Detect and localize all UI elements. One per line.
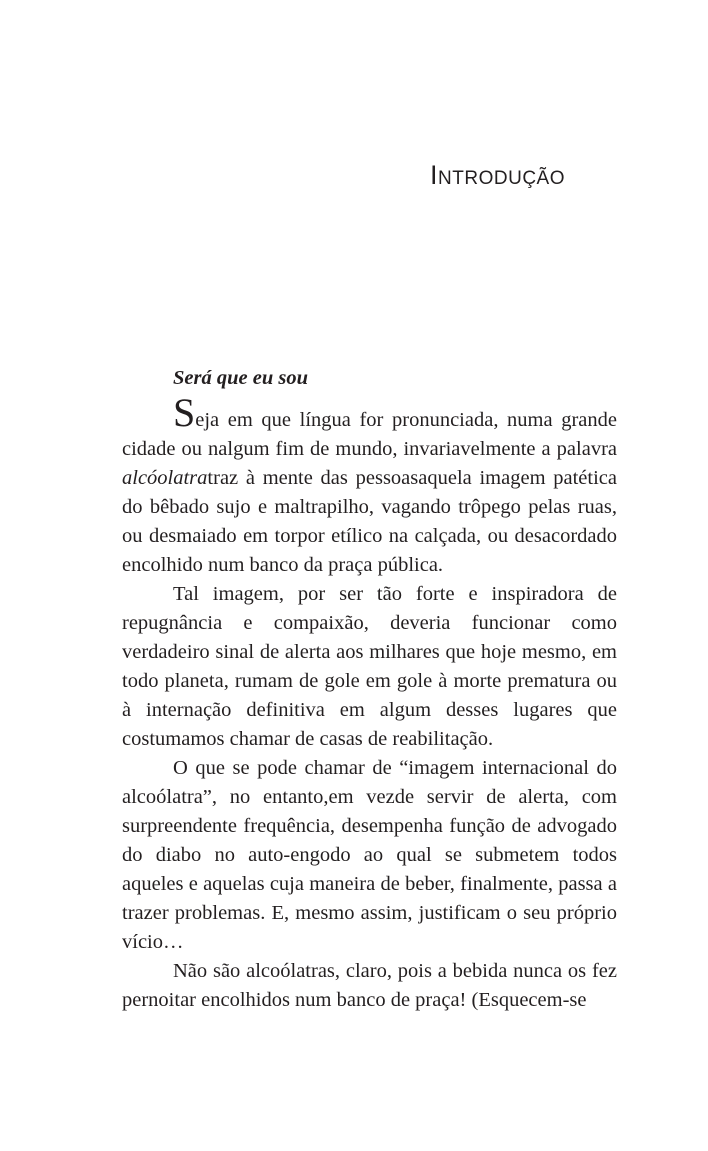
- chapter-title: Introdução: [430, 160, 565, 190]
- paragraph-2: Tal imagem, por ser tão forte e inspiradora de repugnância e compaixão, deveria funcionar como verdadeiro sinal de alerta aos milhares que hoje mesmo, em todo planeta, rumam de gole em gole à morte prematura ou à internação definitiva em algum desses lugares que costumamos chamar de casas de reabilitação.: [122, 583, 617, 750]
- paragraph-3: O que se pode chamar de “imagem internacional do alcoólatra”, no entanto,em vezde servir de alerta, com surpreendente frequência, desempenha função de advogado do diabo no auto-engodo ao qual se submetem todos aqueles e aquelas cuja maneira de beber, finalmente, passa a trazer problemas. E, mesmo assim, justificam o seu próprio vício…: [122, 757, 617, 953]
- paragraph-1-emphasis: alcóolatra: [122, 467, 208, 489]
- paragraph-1-text-a: eja em que língua for pronunciada, numa grande cidade ou nalgum fim de mundo, invariavelmente a palavra: [122, 409, 617, 460]
- initial-letter: S: [173, 390, 196, 435]
- paragraph-4: Não são alcoólatras, claro, pois a bebida nunca os fez pernoitar encolhidos num banco de praça! (Esquecem-se: [122, 960, 617, 1011]
- paragraph-1-text-b: traz à mente das pessoasaquela imagem patética do bêbado sujo e maltrapilho, vagando trôpego pelas ruas, ou desmaiado em torpor etílico na calçada, ou desacordado encolhido num banco da praça pública.: [122, 467, 617, 576]
- chapter-body: [122, 364, 617, 1015]
- paragraph-1: [122, 390, 617, 580]
- section-heading: Será que eu sou: [173, 367, 308, 389]
